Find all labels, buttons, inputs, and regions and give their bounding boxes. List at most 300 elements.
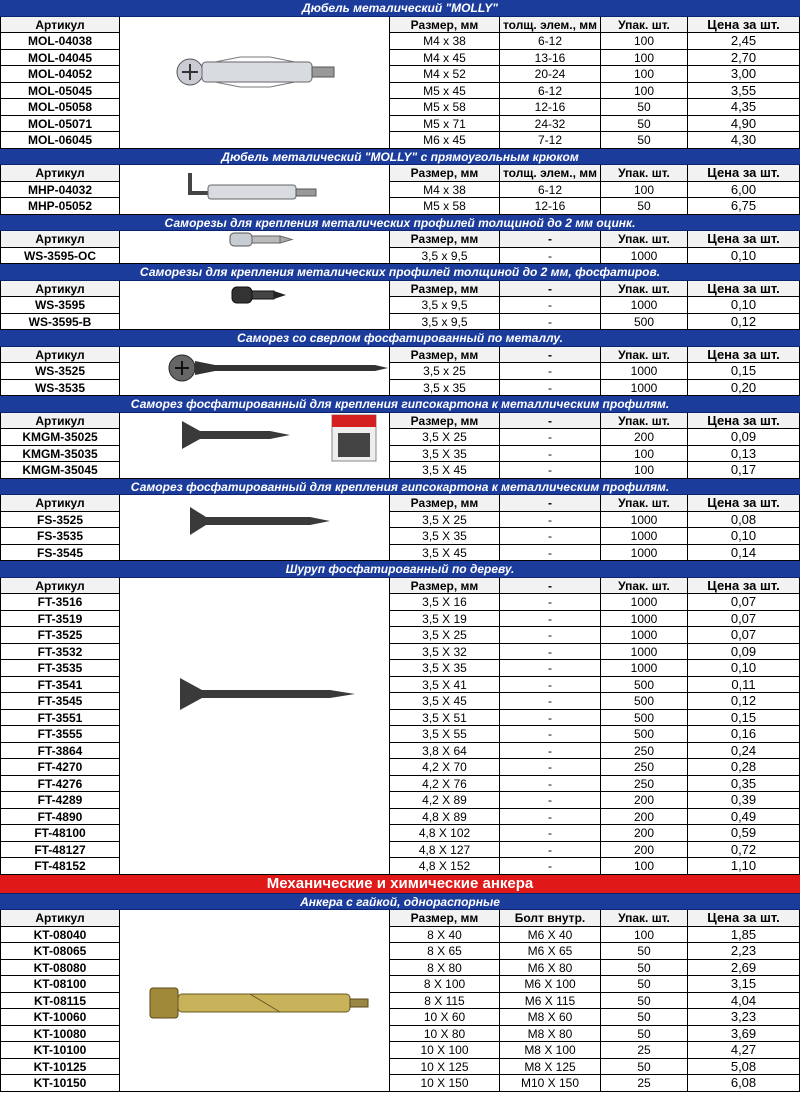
price-cell: 0,20 (688, 380, 800, 397)
header-price: Цена за шт. (688, 578, 800, 595)
pack-cell: 100 (601, 83, 688, 100)
price-cell: 0,07 (688, 627, 800, 644)
size-cell: 3,5 X 35 (389, 446, 500, 463)
pack-cell: 1000 (601, 660, 688, 677)
header-size: Размер, мм (389, 165, 500, 182)
spec-cell: - (500, 644, 601, 661)
spec-cell: 24-32 (500, 116, 601, 133)
pack-cell: 1000 (601, 594, 688, 611)
pack-cell: 50 (601, 943, 688, 960)
product-image (120, 231, 389, 264)
pack-cell: 25 (601, 1042, 688, 1059)
product-image (120, 165, 389, 215)
pack-cell: 50 (601, 1009, 688, 1026)
pack-cell: 100 (601, 66, 688, 83)
price-cell: 0,13 (688, 446, 800, 463)
header-pack: Упак. шт. (601, 17, 688, 34)
article-cell: MOL-04045 (0, 50, 120, 67)
pack-cell: 200 (601, 825, 688, 842)
header-price: Цена за шт. (688, 910, 800, 927)
pack-cell: 100 (601, 446, 688, 463)
pack-cell: 1000 (601, 248, 688, 265)
article-cell: FT-4890 (0, 809, 120, 826)
section-title: Саморезы для крепления металических профилей толщиной до 2 мм, фосфатиров. (0, 264, 800, 281)
price-cell: 0,59 (688, 825, 800, 842)
pack-cell: 1000 (601, 644, 688, 661)
header-price: Цена за шт. (688, 281, 800, 298)
pack-cell: 500 (601, 677, 688, 694)
price-cell: 4,30 (688, 132, 800, 149)
pack-cell: 100 (601, 462, 688, 479)
pack-cell: 500 (601, 314, 688, 331)
article-cell: MOL-04052 (0, 66, 120, 83)
header-pack: Упак. шт. (601, 165, 688, 182)
spec-cell: - (500, 594, 601, 611)
price-cell: 6,00 (688, 182, 800, 199)
size-cell: 3,5 X 45 (389, 462, 500, 479)
article-cell: FT-3555 (0, 726, 120, 743)
header-size: Размер, мм (389, 231, 500, 248)
molly-anchor-icon (120, 17, 389, 149)
size-cell: 3,5 X 25 (389, 512, 500, 529)
price-cell: 1,85 (688, 927, 800, 944)
product-image (120, 281, 389, 331)
spec-cell: M8 X 125 (500, 1059, 601, 1076)
spec-cell: - (500, 627, 601, 644)
article-cell: FS-3535 (0, 528, 120, 545)
header-pack: Упак. шт. (601, 281, 688, 298)
pack-cell: 200 (601, 429, 688, 446)
pack-cell: 1000 (601, 611, 688, 628)
size-cell: 3,5 x 9,5 (389, 314, 500, 331)
price-cell: 0,39 (688, 792, 800, 809)
price-cell: 0,11 (688, 677, 800, 694)
size-cell: 4,2 X 70 (389, 759, 500, 776)
header-pack: Упак. шт. (601, 347, 688, 364)
size-cell: 3,5 X 25 (389, 429, 500, 446)
price-cell: 0,10 (688, 528, 800, 545)
section-title: Саморез со сверлом фосфатированный по металлу. (0, 330, 800, 347)
article-cell: MHP-05052 (0, 198, 120, 215)
price-cell: 4,90 (688, 116, 800, 133)
pack-cell: 25 (601, 1075, 688, 1092)
price-cell: 0,28 (688, 759, 800, 776)
header-pack: Упак. шт. (601, 413, 688, 430)
price-cell: 0,10 (688, 660, 800, 677)
size-cell: M5 x 58 (389, 198, 500, 215)
pack-cell: 50 (601, 1059, 688, 1076)
price-cell: 0,07 (688, 594, 800, 611)
price-cell: 6,75 (688, 198, 800, 215)
article-cell: KMGM-35045 (0, 462, 120, 479)
header-price: Цена за шт. (688, 413, 800, 430)
spec-cell: - (500, 743, 601, 760)
size-cell: 8 X 80 (389, 960, 500, 977)
pack-cell: 100 (601, 927, 688, 944)
price-cell: 6,08 (688, 1075, 800, 1092)
article-cell: WS-3595 (0, 297, 120, 314)
price-cell: 3,00 (688, 66, 800, 83)
header-article: Артикул (0, 413, 120, 430)
header-middle: - (500, 495, 601, 512)
product-image (120, 17, 389, 149)
section-title: Саморезы для крепления металических профилей толщиной до 2 мм оцинк. (0, 215, 800, 232)
spec-cell: - (500, 677, 601, 694)
spec-cell: - (500, 726, 601, 743)
spec-cell: M10 X 150 (500, 1075, 601, 1092)
size-cell: 8 X 40 (389, 927, 500, 944)
header-size: Размер, мм (389, 347, 500, 364)
header-price: Цена за шт. (688, 495, 800, 512)
size-cell: 3,5 x 9,5 (389, 297, 500, 314)
price-cell: 0,49 (688, 809, 800, 826)
spec-cell: M6 X 100 (500, 976, 601, 993)
header-middle: - (500, 281, 601, 298)
pack-cell: 500 (601, 693, 688, 710)
article-cell: KT-10100 (0, 1042, 120, 1059)
pack-cell: 250 (601, 743, 688, 760)
size-cell: M4 x 45 (389, 50, 500, 67)
spec-cell: - (500, 545, 601, 562)
spec-cell: 20-24 (500, 66, 601, 83)
price-cell: 0,10 (688, 297, 800, 314)
size-cell: 3,5 X 45 (389, 545, 500, 562)
pack-cell: 50 (601, 198, 688, 215)
article-cell: KMGM-35035 (0, 446, 120, 463)
size-cell: 3,5 X 55 (389, 726, 500, 743)
pack-cell: 1000 (601, 297, 688, 314)
spec-cell: - (500, 429, 601, 446)
spec-cell: - (500, 710, 601, 727)
spec-cell: - (500, 314, 601, 331)
size-cell: 3,5 X 25 (389, 627, 500, 644)
price-cell: 3,23 (688, 1009, 800, 1026)
size-cell: 4,8 X 127 (389, 842, 500, 859)
spec-cell: 12-16 (500, 99, 601, 116)
header-middle: - (500, 231, 601, 248)
article-cell: WS-3595-B (0, 314, 120, 331)
header-size: Размер, мм (389, 578, 500, 595)
spec-cell: - (500, 363, 601, 380)
article-cell: MOL-04038 (0, 33, 120, 50)
price-cell: 0,09 (688, 644, 800, 661)
pack-cell: 100 (601, 182, 688, 199)
molly-hook-icon (120, 165, 389, 215)
spec-cell: - (500, 693, 601, 710)
price-cell: 0,24 (688, 743, 800, 760)
price-cell: 0,12 (688, 314, 800, 331)
header-middle: толщ. элем., мм (500, 17, 601, 34)
pack-cell: 50 (601, 99, 688, 116)
article-cell: FT-48127 (0, 842, 120, 859)
header-middle: - (500, 413, 601, 430)
header-pack: Упак. шт. (601, 578, 688, 595)
article-cell: FT-4276 (0, 776, 120, 793)
article-cell: MOL-06045 (0, 132, 120, 149)
price-cell: 0,09 (688, 429, 800, 446)
price-cell: 0,12 (688, 693, 800, 710)
size-cell: M5 x 58 (389, 99, 500, 116)
spec-cell: 6-12 (500, 182, 601, 199)
pack-cell: 50 (601, 993, 688, 1010)
section-title: Дюбель металический "MOLLY" с прямоугольным крюком (0, 149, 800, 166)
header-size: Размер, мм (389, 17, 500, 34)
header-size: Размер, мм (389, 413, 500, 430)
spec-cell: - (500, 297, 601, 314)
section-title: Саморез фосфатированный для крепления гипсокартона к металлическим профилям. (0, 479, 800, 496)
spec-cell: - (500, 759, 601, 776)
spec-cell: - (500, 842, 601, 859)
header-article: Артикул (0, 231, 120, 248)
size-cell: 3,8 X 64 (389, 743, 500, 760)
section-title: Анкера с гайкой, однораспорные (0, 894, 800, 911)
long-drill-screw-icon (120, 347, 389, 397)
spec-cell: 7-12 (500, 132, 601, 149)
header-middle: Болт внутр. (500, 910, 601, 927)
price-cell: 2,23 (688, 943, 800, 960)
size-cell: 4,8 X 152 (389, 858, 500, 875)
article-cell: FT-3519 (0, 611, 120, 628)
drill-screw-black-icon (120, 281, 389, 331)
size-cell: M6 x 45 (389, 132, 500, 149)
article-cell: FT-3516 (0, 594, 120, 611)
article-cell: FT-48152 (0, 858, 120, 875)
article-cell: FS-3545 (0, 545, 120, 562)
price-cell: 2,70 (688, 50, 800, 67)
pack-cell: 250 (601, 759, 688, 776)
article-cell: KT-08040 (0, 927, 120, 944)
article-cell: MOL-05058 (0, 99, 120, 116)
spec-cell: M8 X 60 (500, 1009, 601, 1026)
article-cell: FS-3525 (0, 512, 120, 529)
size-cell: M4 x 38 (389, 33, 500, 50)
size-cell: 3,5 x 25 (389, 363, 500, 380)
pack-cell: 1000 (601, 380, 688, 397)
category-banner: Механические и химические анкера (0, 875, 800, 894)
pack-cell: 50 (601, 132, 688, 149)
sleeve-anchor-nut-icon (120, 910, 389, 1092)
header-pack: Упак. шт. (601, 231, 688, 248)
size-cell: M5 x 71 (389, 116, 500, 133)
header-size: Размер, мм (389, 495, 500, 512)
pack-cell: 1000 (601, 545, 688, 562)
article-cell: MHP-04032 (0, 182, 120, 199)
size-cell: 3,5 X 41 (389, 677, 500, 694)
spec-cell: M8 X 100 (500, 1042, 601, 1059)
price-cell: 2,69 (688, 960, 800, 977)
spec-cell: - (500, 248, 601, 265)
article-cell: WS-3525 (0, 363, 120, 380)
price-cell: 0,08 (688, 512, 800, 529)
size-cell: M4 x 38 (389, 182, 500, 199)
spec-cell: M6 X 80 (500, 960, 601, 977)
price-cell: 0,14 (688, 545, 800, 562)
size-cell: 10 X 125 (389, 1059, 500, 1076)
size-cell: 3,5 X 35 (389, 528, 500, 545)
pack-cell: 200 (601, 792, 688, 809)
spec-cell: - (500, 446, 601, 463)
header-article: Артикул (0, 17, 120, 34)
size-cell: 3,5 X 45 (389, 693, 500, 710)
drill-screw-zinc-icon (120, 231, 389, 264)
pack-cell: 250 (601, 776, 688, 793)
spec-cell: M6 X 65 (500, 943, 601, 960)
article-cell: KT-10125 (0, 1059, 120, 1076)
price-cell: 0,72 (688, 842, 800, 859)
product-image (120, 347, 389, 397)
spec-cell: - (500, 825, 601, 842)
drywall-screw-icon (120, 495, 389, 561)
price-cell: 5,08 (688, 1059, 800, 1076)
article-cell: MOL-05071 (0, 116, 120, 133)
header-article: Артикул (0, 281, 120, 298)
pack-cell: 1000 (601, 363, 688, 380)
size-cell: 3,5 x 9,5 (389, 248, 500, 265)
pack-cell: 1000 (601, 627, 688, 644)
size-cell: 3,5 x 35 (389, 380, 500, 397)
spec-cell: 12-16 (500, 198, 601, 215)
header-article: Артикул (0, 165, 120, 182)
article-cell: FT-4270 (0, 759, 120, 776)
spec-cell: 6-12 (500, 33, 601, 50)
article-cell: KT-08080 (0, 960, 120, 977)
product-image (120, 910, 389, 1092)
spec-cell: - (500, 792, 601, 809)
header-size: Размер, мм (389, 910, 500, 927)
pack-cell: 500 (601, 726, 688, 743)
header-price: Цена за шт. (688, 347, 800, 364)
article-cell: FT-3541 (0, 677, 120, 694)
header-article: Артикул (0, 910, 120, 927)
price-cell: 0,15 (688, 710, 800, 727)
pack-cell: 50 (601, 1026, 688, 1043)
article-cell: KT-10060 (0, 1009, 120, 1026)
section-title: Шуруп фосфатированный по дереву. (0, 561, 800, 578)
spec-cell: - (500, 776, 601, 793)
size-cell: 4,8 X 89 (389, 809, 500, 826)
price-cell: 0,17 (688, 462, 800, 479)
pack-cell: 50 (601, 976, 688, 993)
article-cell: FT-3525 (0, 627, 120, 644)
size-cell: 10 X 80 (389, 1026, 500, 1043)
header-size: Размер, мм (389, 281, 500, 298)
header-article: Артикул (0, 495, 120, 512)
spec-cell: M6 X 115 (500, 993, 601, 1010)
spec-cell: - (500, 611, 601, 628)
article-cell: WS-3595-OC (0, 248, 120, 265)
header-pack: Упак. шт. (601, 495, 688, 512)
price-cell: 2,45 (688, 33, 800, 50)
price-cell: 3,55 (688, 83, 800, 100)
price-cell: 0,16 (688, 726, 800, 743)
article-cell: FT-3864 (0, 743, 120, 760)
size-cell: 3,5 X 19 (389, 611, 500, 628)
size-cell: 8 X 100 (389, 976, 500, 993)
size-cell: 4,2 X 89 (389, 792, 500, 809)
price-cell: 0,35 (688, 776, 800, 793)
price-cell: 3,15 (688, 976, 800, 993)
article-cell: WS-3535 (0, 380, 120, 397)
product-image (120, 578, 389, 875)
drywall-screw-package-icon (120, 413, 389, 479)
pack-cell: 50 (601, 960, 688, 977)
article-cell: KT-08115 (0, 993, 120, 1010)
article-cell: MOL-05045 (0, 83, 120, 100)
section-title: Дюбель металический "MOLLY" (0, 0, 800, 17)
pack-cell: 200 (601, 842, 688, 859)
article-cell: FT-4289 (0, 792, 120, 809)
section-title: Саморез фосфатированный для крепления гипсокартона к металлическим профилям. (0, 396, 800, 413)
price-cell: 3,69 (688, 1026, 800, 1043)
size-cell: 4,8 X 102 (389, 825, 500, 842)
article-cell: FT-3535 (0, 660, 120, 677)
spec-cell: - (500, 809, 601, 826)
article-cell: KT-08065 (0, 943, 120, 960)
price-cell: 0,07 (688, 611, 800, 628)
spec-cell: 13-16 (500, 50, 601, 67)
spec-cell: M8 X 80 (500, 1026, 601, 1043)
size-cell: 3,5 X 51 (389, 710, 500, 727)
size-cell: 4,2 X 76 (389, 776, 500, 793)
spec-cell: - (500, 462, 601, 479)
header-middle: - (500, 578, 601, 595)
size-cell: 8 X 115 (389, 993, 500, 1010)
header-price: Цена за шт. (688, 17, 800, 34)
article-cell: FT-48100 (0, 825, 120, 842)
size-cell: M4 x 52 (389, 66, 500, 83)
price-cell: 4,35 (688, 99, 800, 116)
spec-cell: - (500, 512, 601, 529)
size-cell: 3,5 X 35 (389, 660, 500, 677)
product-image (120, 413, 389, 479)
pack-cell: 50 (601, 116, 688, 133)
article-cell: KT-10150 (0, 1075, 120, 1092)
spec-cell: - (500, 858, 601, 875)
article-cell: KT-10080 (0, 1026, 120, 1043)
size-cell: 3,5 X 16 (389, 594, 500, 611)
article-cell: FT-3532 (0, 644, 120, 661)
size-cell: 8 X 65 (389, 943, 500, 960)
pack-cell: 100 (601, 50, 688, 67)
size-cell: 10 X 150 (389, 1075, 500, 1092)
spec-cell: M6 X 40 (500, 927, 601, 944)
size-cell: 10 X 100 (389, 1042, 500, 1059)
price-cell: 0,10 (688, 248, 800, 265)
spec-cell: - (500, 660, 601, 677)
pack-cell: 100 (601, 858, 688, 875)
price-cell: 4,27 (688, 1042, 800, 1059)
pack-cell: 1000 (601, 512, 688, 529)
spec-cell: - (500, 380, 601, 397)
price-cell: 0,15 (688, 363, 800, 380)
header-article: Артикул (0, 578, 120, 595)
header-middle: - (500, 347, 601, 364)
spec-cell: 6-12 (500, 83, 601, 100)
product-image (120, 495, 389, 561)
pack-cell: 100 (601, 33, 688, 50)
size-cell: M5 x 45 (389, 83, 500, 100)
size-cell: 3,5 X 32 (389, 644, 500, 661)
pack-cell: 1000 (601, 528, 688, 545)
price-cell: 1,10 (688, 858, 800, 875)
header-article: Артикул (0, 347, 120, 364)
article-cell: FT-3545 (0, 693, 120, 710)
size-cell: 10 X 60 (389, 1009, 500, 1026)
pack-cell: 500 (601, 710, 688, 727)
header-middle: толщ. элем., мм (500, 165, 601, 182)
article-cell: KMGM-35025 (0, 429, 120, 446)
price-cell: 4,04 (688, 993, 800, 1010)
